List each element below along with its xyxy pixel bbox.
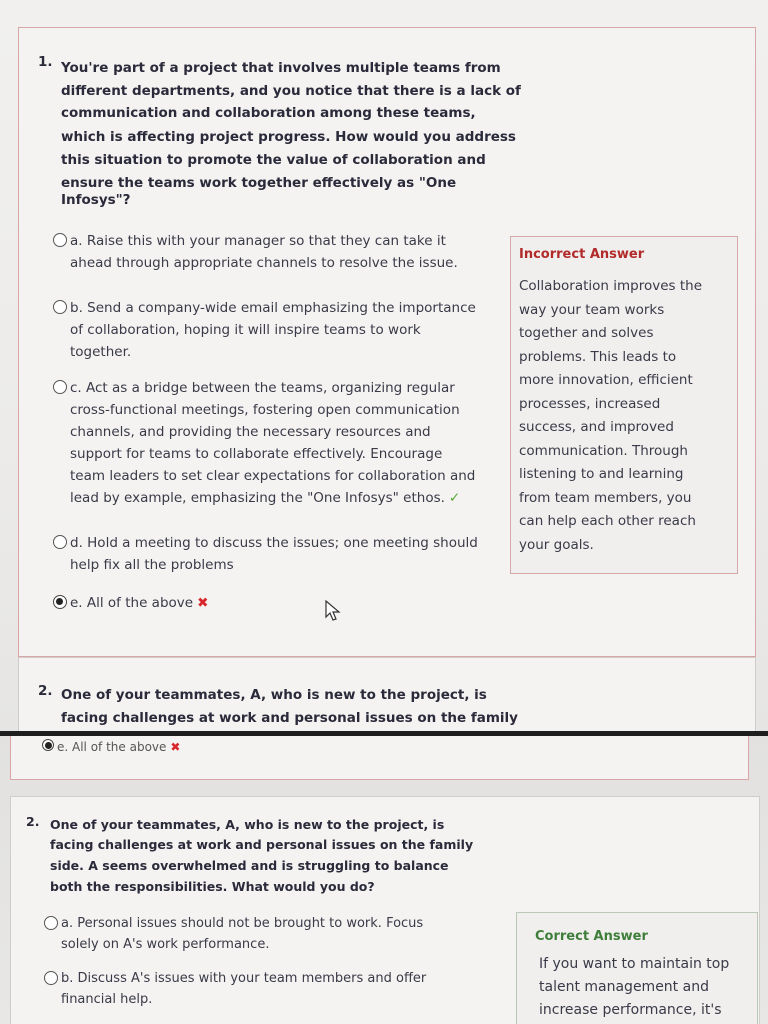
feedback-body <box>519 275 719 557</box>
option-e[interactable] <box>53 592 208 614</box>
feedback-line: If you want to maintain top <box>539 956 730 972</box>
question-line: facing challenges at work and personal issues on the family <box>61 710 518 726</box>
feedback-line: talent management and <box>539 979 709 995</box>
question-2-number: 2. <box>26 814 40 829</box>
question-line: which is affecting project progress. How would you address <box>61 129 516 145</box>
option-line: c. Act as a bridge between the teams, organizing regular <box>70 380 455 396</box>
radio-icon[interactable] <box>53 300 67 314</box>
option-b[interactable] <box>44 968 426 1010</box>
radio-icon[interactable] <box>53 233 67 247</box>
feedback-line: your goals. <box>519 536 594 553</box>
option-line: solely on A's work performance. <box>61 937 270 952</box>
check-icon: ✓ <box>448 490 461 506</box>
option-line: a. Raise this with your manager so that they can take it <box>70 233 446 249</box>
radio-icon[interactable] <box>44 916 58 930</box>
radio-icon[interactable] <box>53 535 67 549</box>
option-line: together. <box>70 344 132 360</box>
option-line: help fix all the problems <box>70 557 234 573</box>
question-line: different departments, and you notice that there is a lack of <box>61 83 521 99</box>
option-line: b. Discuss A's issues with your team members and offer <box>61 971 427 986</box>
option-b[interactable] <box>53 297 476 363</box>
radio-icon[interactable] <box>53 380 67 394</box>
feedback-line: can help each other reach <box>519 513 696 529</box>
feedback-line: more innovation, efficient <box>519 372 693 388</box>
feedback-line: Collaboration improves the <box>519 278 703 294</box>
question-1-number: 1. <box>38 54 53 70</box>
option-line: e. All of the above <box>70 595 194 611</box>
feedback-title: Correct Answer <box>535 929 648 944</box>
question-line: this situation to promote the value of collaboration and <box>61 152 486 168</box>
question-line: both the responsibilities. What would you do? <box>50 879 375 894</box>
question-line: communication and collaboration among these teams, <box>61 105 476 121</box>
question-line: One of your teammates, A, who is new to the project, is <box>61 687 487 703</box>
question-line: side. A seems overwhelmed and is struggling to balance <box>50 858 449 873</box>
option-line: cross-functional meetings, fostering open communication <box>70 402 460 418</box>
option-line: financial help. <box>61 992 153 1007</box>
feedback-box <box>510 236 738 574</box>
feedback-line: processes, increased <box>519 395 661 412</box>
feedback-line: listening to and learning <box>519 466 684 482</box>
question-line: You're part of a project that involves multiple teams from <box>61 60 501 76</box>
option-line: e. All of the above <box>57 740 167 754</box>
feedback-line: problems. This leads to <box>519 348 677 365</box>
bottom-view <box>0 736 768 1024</box>
question-line: Infosys"? <box>61 192 131 208</box>
option-e-bottom[interactable] <box>42 736 180 758</box>
option-line: lead by example, emphasizing the "One Infosys" ethos. <box>70 490 445 506</box>
feedback-line: from team members, you <box>519 489 692 506</box>
cross-icon: ✖ <box>197 595 209 611</box>
option-a[interactable] <box>53 230 458 274</box>
feedback-line: increase performance, it's <box>539 1002 722 1018</box>
cross-icon: ✖ <box>170 740 181 754</box>
feedback-line: communication. Through <box>519 442 688 459</box>
option-line: team leaders to set clear expectations for collaboration and <box>70 468 476 484</box>
radio-icon[interactable] <box>44 971 58 985</box>
question-2-number: 2. <box>38 683 53 699</box>
option-line: a. Personal issues should not be brought to work. Focus <box>61 916 424 931</box>
option-line: channels, and providing the necessary resources and <box>70 424 431 440</box>
question-line: ensure the teams work together effectively as "One <box>61 175 457 191</box>
option-d[interactable] <box>53 532 478 576</box>
option-line: of collaboration, hoping it will inspire teams to work <box>70 322 421 338</box>
option-line: d. Hold a meeting to discuss the issues; one meeting should <box>70 535 478 551</box>
feedback-line: way your team works <box>519 301 665 318</box>
cursor-icon <box>325 600 341 622</box>
feedback-box-correct <box>516 912 758 1024</box>
radio-selected-icon[interactable] <box>53 595 67 609</box>
feedback-title: Incorrect Answer <box>519 247 645 262</box>
feedback-line: together and solves <box>519 325 654 341</box>
option-c[interactable] <box>53 377 475 509</box>
option-line: b. Send a company-wide email emphasizing the importance <box>70 300 476 316</box>
feedback-body <box>539 953 757 1022</box>
question-line: facing challenges at work and personal issues on the family <box>50 837 474 852</box>
feedback-line: success, and improved <box>519 419 674 435</box>
question-line: One of your teammates, A, who is new to the project, is <box>50 817 445 832</box>
option-line: ahead through appropriate channels to resolve the issue. <box>70 255 458 271</box>
radio-selected-icon[interactable] <box>42 739 54 751</box>
option-a[interactable] <box>44 913 423 955</box>
option-line: support for teams to collaborate effectively. Encourage <box>70 446 443 462</box>
